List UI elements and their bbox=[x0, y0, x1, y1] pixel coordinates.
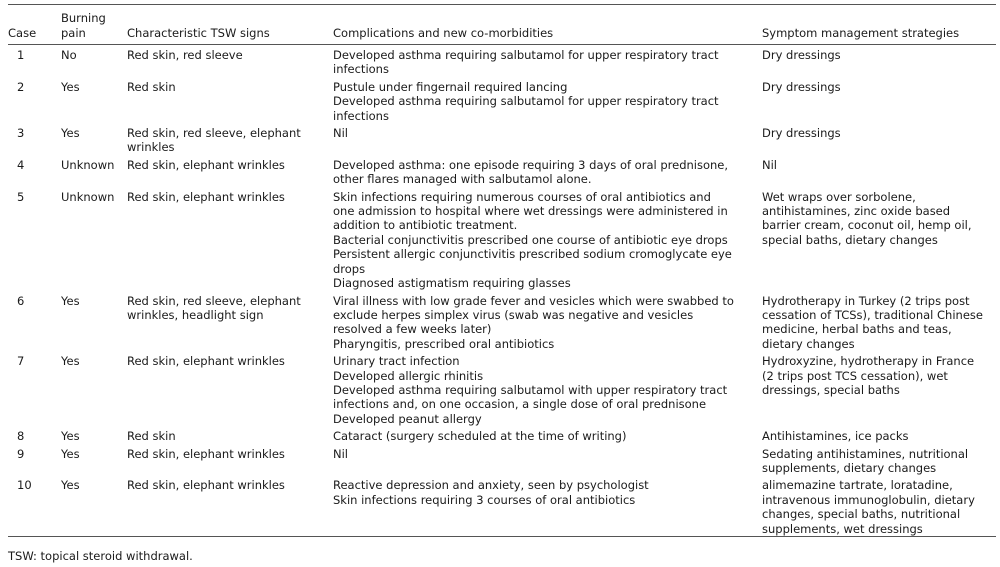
cell-complications bbox=[333, 80, 762, 123]
table-row bbox=[8, 444, 996, 476]
cell-line: wrinkles bbox=[127, 140, 175, 155]
cell-line: Red skin, elephant wrinkles bbox=[127, 478, 285, 493]
cell-complications bbox=[333, 447, 762, 476]
cell-strategies bbox=[762, 158, 996, 187]
cell-burning-pain bbox=[61, 447, 127, 476]
cell-case bbox=[8, 48, 61, 77]
cell-signs bbox=[127, 190, 333, 291]
cell-line: (2 trips post TCS cessation), wet bbox=[762, 368, 948, 383]
cell-case bbox=[8, 294, 61, 352]
cell-line: Viral illness with low grade fever and vesicles which were swabbed to bbox=[333, 293, 734, 308]
cell-line: Pharyngitis, prescribed oral antibiotics bbox=[333, 336, 555, 351]
cell-signs bbox=[127, 158, 333, 187]
cell-line: Yes bbox=[61, 126, 80, 141]
cell-line: cessation of TCSs), traditional Chinese bbox=[762, 307, 983, 322]
cell-line: Red skin, red sleeve bbox=[127, 48, 243, 62]
table-row bbox=[8, 155, 996, 187]
cell-burning-pain bbox=[61, 294, 127, 352]
cell-line: medicine, herbal baths and teas, bbox=[762, 322, 952, 337]
cell-line: Diagnosed astigmatism requiring glasses bbox=[333, 276, 571, 291]
cell-line: Reactive depression and anxiety, seen by psychologist bbox=[333, 478, 649, 493]
cell-line: Skin infections requiring 3 courses of oral antibiotics bbox=[333, 492, 636, 507]
table-body bbox=[8, 45, 996, 536]
cell-complications bbox=[333, 126, 762, 155]
cell-case bbox=[8, 158, 61, 187]
cell-line: Yes bbox=[61, 429, 80, 444]
cell-line: 2 bbox=[17, 79, 25, 94]
cell-line: No bbox=[61, 48, 77, 62]
cell-strategies bbox=[762, 354, 996, 426]
cell-line: Dry dressings bbox=[762, 48, 841, 62]
table-row bbox=[8, 77, 996, 123]
cell-line: Yes bbox=[61, 478, 80, 493]
table-row bbox=[8, 475, 996, 536]
header-case: Case bbox=[8, 25, 37, 40]
cell-line: Developed allergic rhinitis bbox=[333, 368, 484, 383]
cell-case bbox=[8, 429, 61, 443]
cell-line: Hydroxyzine, hydrotherapy in France bbox=[762, 354, 975, 369]
cell-line: 5 bbox=[17, 189, 25, 204]
cell-line: Nil bbox=[333, 446, 348, 461]
cell-complications bbox=[333, 158, 762, 187]
cell-line: dressings, special baths bbox=[762, 382, 900, 397]
cell-line: antihistamines, zinc oxide based bbox=[762, 204, 951, 219]
cell-line: 1 bbox=[17, 48, 25, 62]
header-strategies: Symptom management strategies bbox=[762, 25, 960, 40]
cell-complications bbox=[333, 294, 762, 352]
cell-line: exclude herpes simplex virus (swab was negative and vesicles bbox=[333, 307, 694, 322]
cell-line: Bacterial conjunctivitis prescribed one course of antibiotic eye drops bbox=[333, 232, 728, 247]
cell-line: special baths, dietary changes bbox=[762, 232, 938, 247]
cell-line: Skin infections requiring numerous courses of oral antibiotics and bbox=[333, 189, 711, 204]
cell-line: 10 bbox=[17, 478, 32, 493]
cell-case bbox=[8, 354, 61, 426]
cell-line: Red skin, red sleeve, elephant bbox=[127, 293, 301, 308]
cell-line: infections bbox=[333, 108, 389, 123]
cell-line: alimemazine tartrate, loratadine, bbox=[762, 478, 953, 493]
cell-line: Red skin, red sleeve, elephant bbox=[127, 126, 301, 141]
cell-line: addition to antibiotic treatment. bbox=[333, 218, 518, 233]
cell-complications bbox=[333, 190, 762, 291]
cell-signs bbox=[127, 80, 333, 123]
cell-line: Developed asthma requiring salbutamol for upper respiratory tract bbox=[333, 94, 719, 109]
cell-line: Cataract (surgery scheduled at the time of writing) bbox=[333, 429, 627, 444]
cell-line: Nil bbox=[333, 126, 348, 141]
cell-strategies bbox=[762, 126, 996, 155]
cell-line: Developed peanut allergy bbox=[333, 411, 482, 426]
cell-strategies bbox=[762, 447, 996, 476]
cell-line: Dry dressings bbox=[762, 79, 841, 94]
cell-burning-pain bbox=[61, 354, 127, 426]
cell-line: dietary changes bbox=[762, 336, 855, 351]
cell-line: one admission to hospital where wet dressings were administered in bbox=[333, 204, 728, 219]
tsw-case-table bbox=[8, 4, 996, 537]
table-header-row bbox=[8, 5, 996, 44]
cell-signs bbox=[127, 447, 333, 476]
cell-burning-pain bbox=[61, 48, 127, 77]
cell-line: Yes bbox=[61, 293, 80, 308]
cell-line: infections and, on one occasion, a single dose of oral prednisone bbox=[333, 397, 707, 412]
cell-signs bbox=[127, 478, 333, 536]
cell-line: Red skin, elephant wrinkles bbox=[127, 157, 285, 172]
cell-line: intravenous immunoglobulin, dietary bbox=[762, 492, 975, 507]
cell-line: Wet wraps over sorbolene, bbox=[762, 189, 916, 204]
cell-line: supplements, wet dressings bbox=[762, 521, 923, 536]
header-complications: Complications and new co-morbidities bbox=[333, 25, 554, 40]
cell-burning-pain bbox=[61, 158, 127, 187]
cell-complications bbox=[333, 48, 762, 77]
cell-case bbox=[8, 190, 61, 291]
cell-line: 4 bbox=[17, 157, 25, 172]
cell-burning-pain bbox=[61, 429, 127, 443]
cell-line: other flares managed with salbutamol alone. bbox=[333, 172, 592, 187]
cell-line: 3 bbox=[17, 126, 25, 141]
cell-line: Yes bbox=[61, 354, 80, 369]
cell-line: Unknown bbox=[61, 189, 115, 204]
cell-strategies bbox=[762, 478, 996, 536]
cell-line: 8 bbox=[17, 429, 25, 444]
cell-burning-pain bbox=[61, 80, 127, 123]
cell-line: Hydrotherapy in Turkey (2 trips post bbox=[762, 293, 970, 308]
cell-line: Developed asthma requiring salbutamol with upper respiratory tract bbox=[333, 382, 728, 397]
cell-line: infections bbox=[333, 62, 389, 77]
table-bottom-rule bbox=[8, 536, 996, 537]
cell-line: 7 bbox=[17, 354, 25, 369]
cell-case bbox=[8, 80, 61, 123]
cell-line: Nil bbox=[762, 157, 777, 172]
cell-line: Red skin bbox=[127, 79, 176, 94]
cell-line: resolved a few weeks later) bbox=[333, 322, 492, 337]
cell-line: Antihistamines, ice packs bbox=[762, 429, 909, 444]
cell-line: 9 bbox=[17, 446, 25, 461]
cell-strategies bbox=[762, 190, 996, 291]
table-row bbox=[8, 187, 996, 291]
header-burning-pain: Burning pain bbox=[61, 11, 106, 40]
cell-signs bbox=[127, 126, 333, 155]
cell-burning-pain bbox=[61, 478, 127, 536]
table-row bbox=[8, 426, 996, 443]
cell-strategies bbox=[762, 80, 996, 123]
cell-line: wrinkles, headlight sign bbox=[127, 307, 264, 322]
cell-strategies bbox=[762, 429, 996, 443]
cell-strategies bbox=[762, 294, 996, 352]
cell-complications bbox=[333, 354, 762, 426]
cell-line: drops bbox=[333, 261, 366, 276]
cell-line: Red skin, elephant wrinkles bbox=[127, 354, 285, 369]
cell-signs bbox=[127, 429, 333, 443]
cell-line: barrier cream, coconut oil, hemp oil, bbox=[762, 218, 972, 233]
cell-complications bbox=[333, 478, 762, 536]
cell-line: Unknown bbox=[61, 157, 115, 172]
cell-signs bbox=[127, 294, 333, 352]
cell-line: Developed asthma: one episode requiring 3 days of oral prednisone, bbox=[333, 157, 729, 172]
cell-signs bbox=[127, 48, 333, 77]
cell-burning-pain bbox=[61, 126, 127, 155]
cell-complications bbox=[333, 429, 762, 443]
cell-case bbox=[8, 478, 61, 536]
cell-line: Urinary tract infection bbox=[333, 354, 460, 369]
table-row bbox=[8, 291, 996, 352]
table-row bbox=[8, 123, 996, 155]
cell-case bbox=[8, 126, 61, 155]
cell-line: Red skin bbox=[127, 429, 176, 444]
cell-case bbox=[8, 447, 61, 476]
cell-line: Persistent allergic conjunctivitis prescribed sodium cromoglycate eye bbox=[333, 247, 732, 262]
cell-line: Yes bbox=[61, 446, 80, 461]
cell-line: Yes bbox=[61, 79, 80, 94]
cell-line: Red skin, elephant wrinkles bbox=[127, 189, 285, 204]
table-row bbox=[8, 351, 996, 426]
cell-strategies bbox=[762, 48, 996, 77]
cell-line: changes, special baths, nutritional bbox=[762, 507, 961, 522]
cell-line: Sedating antihistamines, nutritional bbox=[762, 446, 969, 461]
cell-line: 6 bbox=[17, 293, 25, 308]
cell-line: Pustule under fingernail required lancing bbox=[333, 79, 568, 94]
cell-burning-pain bbox=[61, 190, 127, 291]
table-row bbox=[8, 45, 996, 77]
cell-signs bbox=[127, 354, 333, 426]
cell-line: supplements, dietary changes bbox=[762, 460, 937, 475]
header-signs: Characteristic TSW signs bbox=[127, 25, 270, 40]
cell-line: Red skin, elephant wrinkles bbox=[127, 446, 285, 461]
cell-line: Developed asthma requiring salbutamol for upper respiratory tract bbox=[333, 48, 719, 62]
table-footnote: TSW: topical steroid withdrawal. bbox=[8, 549, 193, 563]
cell-line: Dry dressings bbox=[762, 126, 841, 141]
